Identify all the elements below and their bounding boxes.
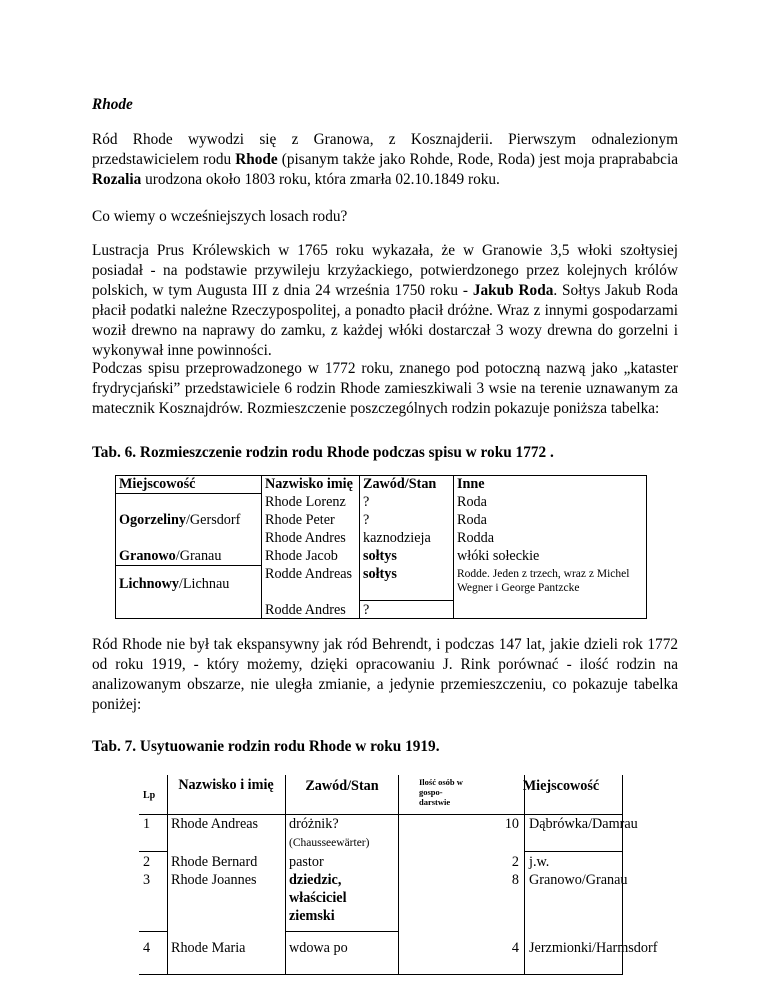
table-cell-status: kaznodzieja	[363, 530, 431, 546]
header-ilosc-osob: Ilość osób w gospo-darstwie	[419, 777, 463, 807]
table-border	[139, 851, 167, 852]
table-border	[453, 475, 454, 619]
table-border	[398, 775, 399, 975]
header-zawod-stan: Zawód/Stan	[305, 778, 379, 794]
table-rozmieszczenie-1772	[115, 475, 647, 619]
table-cell-lp: 4	[143, 940, 151, 956]
table-cell-name: Rhode Peter	[265, 512, 335, 528]
table-cell-status: ?	[363, 602, 370, 618]
table-cell-lp: 2	[143, 854, 151, 870]
table6-caption: Tab. 6. Rozmieszczenie rodzin rodu Rhode podczas spisu w roku 1772 .	[92, 444, 554, 461]
table-cell-other: Roda	[457, 512, 487, 528]
table-cell-name: Rhode Joannes	[171, 872, 257, 888]
table-cell-other: Roda	[457, 494, 487, 510]
header-nazwisko: Nazwisko imię	[265, 476, 353, 492]
header-zawod: Zawód/Stan	[363, 476, 437, 492]
table-cell-status: sołtys	[363, 566, 397, 582]
table-cell-name: Rhode Andreas	[171, 816, 259, 832]
table-cell-persons: 10	[504, 816, 519, 832]
table-border	[524, 775, 525, 975]
table-border	[115, 565, 262, 566]
table-cell-place: Granowo/Granau	[529, 872, 628, 888]
paragraph-origin: Ród Rhode wywodzi się z Granowa, z Kosznajderii. Pierwszym odnalezionym przedstawicielem rodu Rhode (pisanym także jako Rohde, Rode, Roda) jest moja praprababcia Rozalia urodzona około 1803 roku, która zmarła 02.10.1849 roku.	[92, 131, 678, 188]
place-lichnowy: Lichnowy/Lichnau	[119, 576, 230, 592]
table-cell-name: Rhode Andres	[265, 530, 346, 546]
table-cell-status-note: (Chausseewärter)	[289, 837, 370, 849]
table-cell-other: Rodda	[457, 530, 495, 546]
table-border	[115, 475, 116, 619]
table-border	[139, 931, 167, 932]
table-cell-lp: 1	[143, 816, 151, 832]
table-cell-place: j.w.	[529, 854, 550, 870]
table-cell-place: Jerzmionki/Harmsdorf	[529, 940, 658, 956]
table-cell-status: pastor	[289, 854, 324, 870]
table-cell-place: Dąbrówka/Damrau	[529, 816, 638, 832]
table-cell-status: dróżnik?	[289, 816, 339, 832]
table-cell-other: włóki sołeckie	[457, 548, 540, 564]
document-heading: Rhode	[92, 96, 133, 113]
table-border	[115, 618, 647, 619]
paragraph-lustration: Lustracja Prus Królewskich w 1765 roku wykazała, że w Granowie 3,5 włoki szołtysiej posiadał - na podstawie przywileju krzyżackiego, potwierdzonego przez kolejnych królów polskich, w tym Augusta III z dnia 24 września 1750 roku - Jakub Roda. Sołtys Jakub Roda płacił podatki należne Rzeczypospolitej, a ponadto płacił dróżne. Wraz z innymi gospodarzami woził drewno na naprawy do zamku, z każdej włóki dostarczał 3 wozy drewna do gorzelni i wykonywał inne powinności.	[92, 242, 679, 359]
header-lp: Lp	[143, 790, 156, 801]
table-cell-name: Rhode Jacob	[265, 548, 338, 564]
table-cell-persons: 8	[511, 872, 519, 888]
table-border	[139, 974, 623, 975]
paragraph-question: Co wiemy o wcześniejszych losach rodu?	[92, 208, 348, 225]
table-border	[261, 475, 262, 619]
table-cell-persons: 2	[511, 854, 519, 870]
table-border	[285, 775, 286, 975]
table7-caption: Tab. 7. Usytuowanie rodzin rodu Rhode w roku 1919.	[92, 738, 440, 755]
table-cell-status: ?	[363, 512, 370, 528]
paragraph-census: Podczas spisu przeprowadzonego w 1772 roku, znanego pod potoczną nazwą jako „kataster frydrycjański” przedstawiciele 6 rodzin Rhode zamieszkiwali 3 wsie na terenie uznawanym za matecznik Kosznajdrów. Rozmieszczenie poszczególnych rodzin pokazuje poniższa tabelka:	[92, 360, 678, 417]
table-cell-lp: 3	[143, 872, 151, 888]
table-cell-status: ?	[363, 494, 370, 510]
table-cell-status: wdowa po	[289, 940, 348, 956]
table-usytuowanie-1919	[139, 775, 658, 975]
table-cell-status: dziedzic, właściciel ziemski	[289, 872, 347, 924]
table-cell-name: Rhode Lorenz	[265, 494, 346, 510]
place-granowo: Granowo/Granau	[119, 548, 222, 564]
header-inne: Inne	[457, 476, 485, 492]
place-ogorzeliny: Ogorzeliny/Gersdorf	[119, 512, 241, 528]
paragraph-comparison: Ród Rhode nie był tak ekspansywny jak ród Behrendt, i podczas 147 lat, jakie dzieli rok 1772 od roku 1919, - który możemy, dzięki opracowaniu J. Rink porównać - ilość rodzin na analizowanym obszarze, nie uległa zmianie, a jedynie przemieszczeniu, co pokazuje tabelka poniżej:	[92, 636, 678, 713]
header-miejscowosc: Miejscowość	[522, 778, 600, 794]
table-cell-persons: 4	[511, 940, 519, 956]
table-border	[524, 851, 623, 852]
table-cell-name: Rodde Andreas	[265, 566, 353, 582]
table-cell-name: Rhode Bernard	[171, 854, 258, 870]
table-border	[167, 775, 168, 975]
header-miejscowosc: Miejscowość	[119, 476, 196, 492]
table-border	[359, 600, 454, 601]
table-border	[359, 475, 360, 619]
header-nazwisko-imie: Nazwisko i imię	[178, 777, 274, 793]
table-border	[646, 475, 647, 619]
table-cell-other: Rodde. Jeden z trzech, wraz z Michel Wegner i George Pantzcke	[457, 568, 630, 594]
table-cell-name: Rodde Andres	[265, 602, 346, 618]
table-cell-status: sołtys	[363, 548, 397, 564]
table-border	[115, 493, 262, 494]
table-border	[285, 931, 399, 932]
table-cell-name: Rhode Maria	[171, 940, 246, 956]
